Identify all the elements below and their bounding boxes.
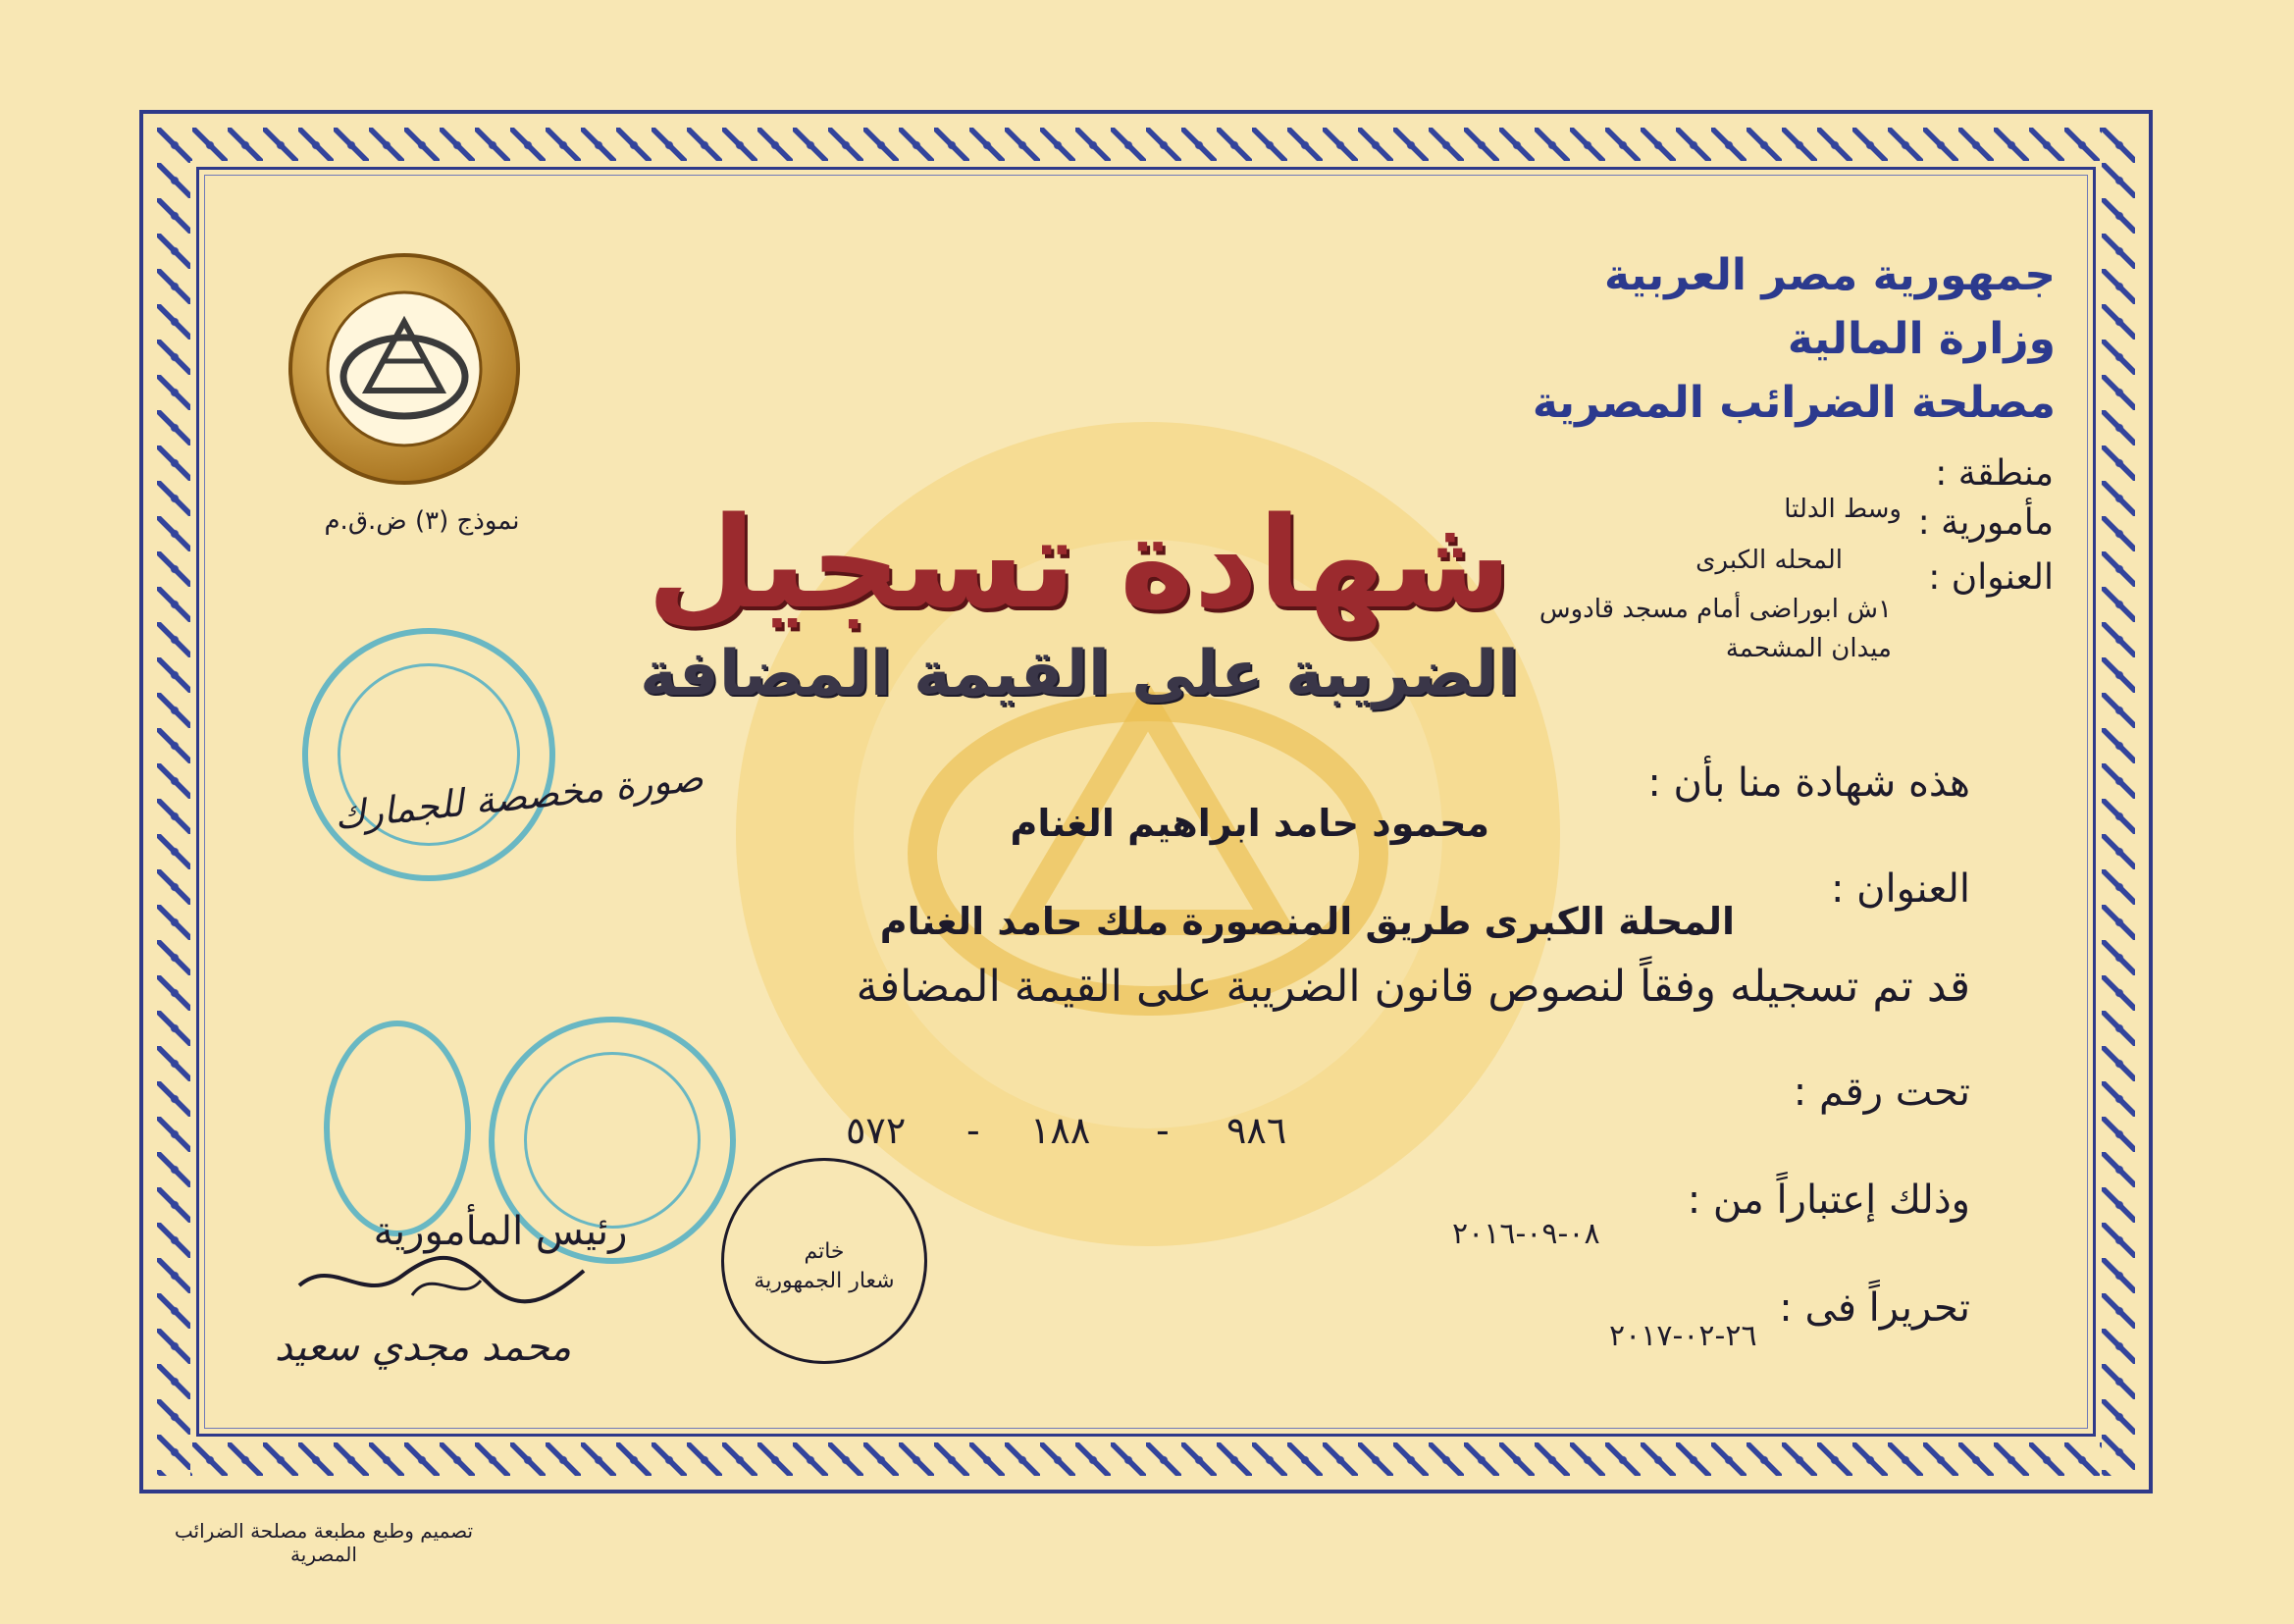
ornamental-border-top	[157, 128, 2135, 161]
republic-seal-placeholder	[721, 1158, 927, 1364]
handwritten-note: صورة مخصصة للجمارك	[332, 756, 705, 838]
form-code: نموذج (٣) ض.ق.م	[324, 506, 520, 536]
reg-number-sep-1: -	[1156, 1109, 1170, 1152]
reg-number-part-2: ١٨٨	[1030, 1109, 1091, 1152]
ornamental-border-bottom	[157, 1442, 2135, 1476]
signature-name: محمد مجدي سعيد	[275, 1325, 572, 1370]
number-label: تحت رقم :	[1793, 1070, 1970, 1115]
reg-number-part-1: ٩٨٦	[1226, 1109, 1287, 1152]
signature-scribble-icon	[294, 1246, 589, 1315]
seal-line-1: خاتم	[804, 1239, 845, 1264]
certificate-title: شهادة تسجيل	[647, 491, 1512, 637]
ministry-name: وزارة المالية	[1787, 314, 2056, 364]
address-line1: ١ش ابوراضى أمام مسجد قادوس	[1538, 595, 1892, 624]
reg-number-part-3: ٥٧٢	[846, 1109, 907, 1152]
seal-line-2: شعار الجمهورية	[754, 1269, 895, 1293]
address-label: العنوان :	[1928, 557, 2054, 598]
address-city: المحله الكبرى	[1695, 546, 1843, 575]
ornamental-border-right	[2102, 128, 2135, 1476]
issued-date: ٢٦-٠٢-٢٠١٧	[1609, 1319, 1757, 1353]
office-value: وسط الدلتا	[1784, 495, 1902, 524]
intro-label: هذه شهادة منا بأن :	[1647, 760, 1970, 806]
ministry-logo-icon	[287, 251, 522, 487]
signatory-title: رئيس المأمورية	[373, 1209, 628, 1254]
region-label: منطقة :	[1935, 453, 2054, 494]
country-name: جمهورية مصر العربية	[1604, 250, 2056, 300]
authority-name: مصلحة الضرائب المصرية	[1532, 378, 2056, 428]
holder-name: محمود حامد ابراهيم الغنام	[1010, 802, 1489, 845]
office-label: مأمورية :	[1917, 502, 2054, 543]
holder-address-label: العنوان :	[1830, 866, 1970, 912]
footer-printer-note: تصميم وطبع مطبعة مصلحة الضرائب المصرية	[174, 1519, 474, 1566]
reg-number-sep-2: -	[966, 1109, 980, 1152]
law-statement: قد تم تسجيله وفقاً لنصوص قانون الضريبة على القيمة المضافة	[856, 962, 1970, 1012]
blue-stamp-2	[324, 1021, 471, 1236]
issued-label: تحريراً فى :	[1779, 1285, 1970, 1331]
holder-address: المحلة الكبرى طريق المنصورة ملك حامد الغنام	[879, 900, 1735, 943]
blue-stamp-1	[302, 628, 555, 881]
ornamental-border-left	[157, 128, 190, 1476]
certificate-subtitle: الضريبة على القيمة المضافة	[640, 638, 1519, 710]
effective-label: وذلك إعتباراً من :	[1687, 1178, 1970, 1223]
effective-date: ٠٨-٠٩-٢٠١٦	[1452, 1217, 1600, 1251]
address-line2: ميدان المشحمة	[1725, 634, 1892, 663]
